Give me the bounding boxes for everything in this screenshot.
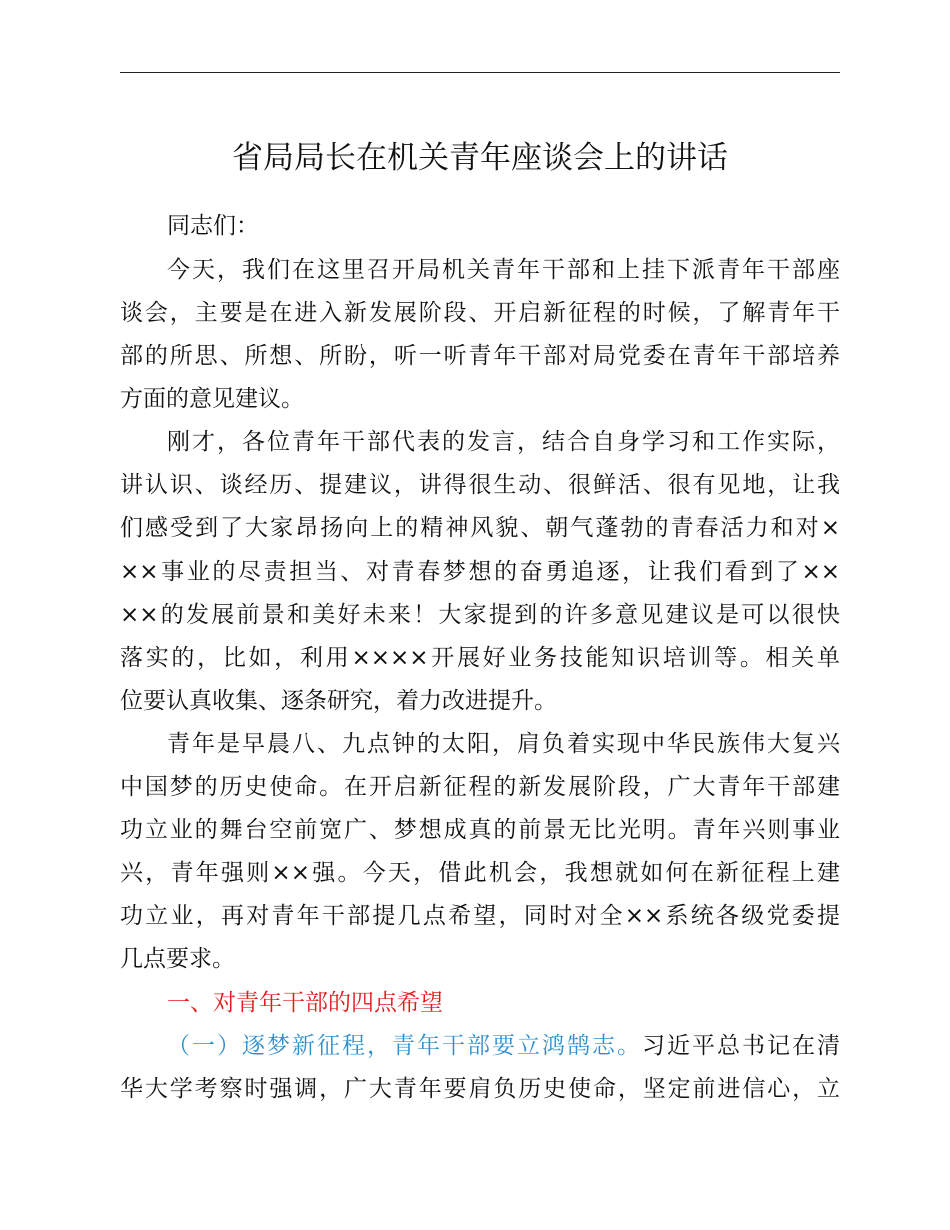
paragraph-line: 方面的意见建议。 <box>120 386 304 412</box>
paragraph-line: 讲认识、谈经历、提建议，讲得很生动、很鲜活、很有见地，让我 <box>120 472 840 498</box>
paragraph-line: 中国梦的历史使命。在开启新征程的新发展阶段，广大青年干部建 <box>120 774 840 800</box>
paragraph-line: 功立业，再对青年干部提几点希望，同时对全××系统各级党委提 <box>120 903 840 929</box>
paragraph-line: 几点要求。 <box>120 946 235 972</box>
paragraph-line: 落实的，比如，利用××××开展好业务技能知识培训等。相关单 <box>120 645 840 671</box>
paragraph-line: ××的发展前景和美好未来！大家提到的许多意见建议是可以很快 <box>120 602 840 628</box>
paragraph-line: 青年是早晨八、九点钟的太阳，肩负着实现中华民族伟大复兴 <box>167 731 840 757</box>
paragraph-line: 兴，青年强则××强。今天，借此机会，我想就如何在新征程上建 <box>120 860 840 886</box>
paragraph-line: 部的所思、所想、所盼，听一听青年干部对局党委在青年干部培养 <box>120 343 840 369</box>
paragraph-line: 华大学考察时强调，广大青年要肩负历史使命，坚定前进信心，立 <box>120 1076 840 1102</box>
paragraph-line: ××事业的尽责担当、对青春梦想的奋勇追逐，让我们看到了×× <box>120 559 840 585</box>
section-heading: 一、对青年干部的四点希望 <box>167 990 443 1016</box>
paragraph-line: 今天，我们在这里召开局机关青年干部和上挂下派青年干部座 <box>167 257 840 283</box>
header-rule <box>120 72 840 73</box>
paragraph-line: 们感受到了大家昂扬向上的精神风貌、朝气蓬勃的青春活力和对× <box>120 515 840 541</box>
salutation: 同志们： <box>167 213 259 239</box>
document-title: 省局局长在机关青年座谈会上的讲话 <box>232 140 728 176</box>
subheading: （一）逐梦新征程，青年干部要立鸿鹄志。 <box>167 1033 642 1059</box>
subheading-line <box>167 1030 840 1062</box>
paragraph-line: 刚才，各位青年干部代表的发言，结合自身学习和工作实际， <box>167 429 840 455</box>
paragraph-line: 谈会，主要是在进入新发展阶段、开启新征程的时候，了解青年干 <box>120 300 840 326</box>
subheading-tail: 习近平总书记在清 <box>642 1033 840 1059</box>
paragraph-line: 位要认真收集、逐条研究，着力改进提升。 <box>120 688 557 714</box>
paragraph-line: 功立业的舞台空前宽广、梦想成真的前景无比光明。青年兴则事业 <box>120 817 840 843</box>
